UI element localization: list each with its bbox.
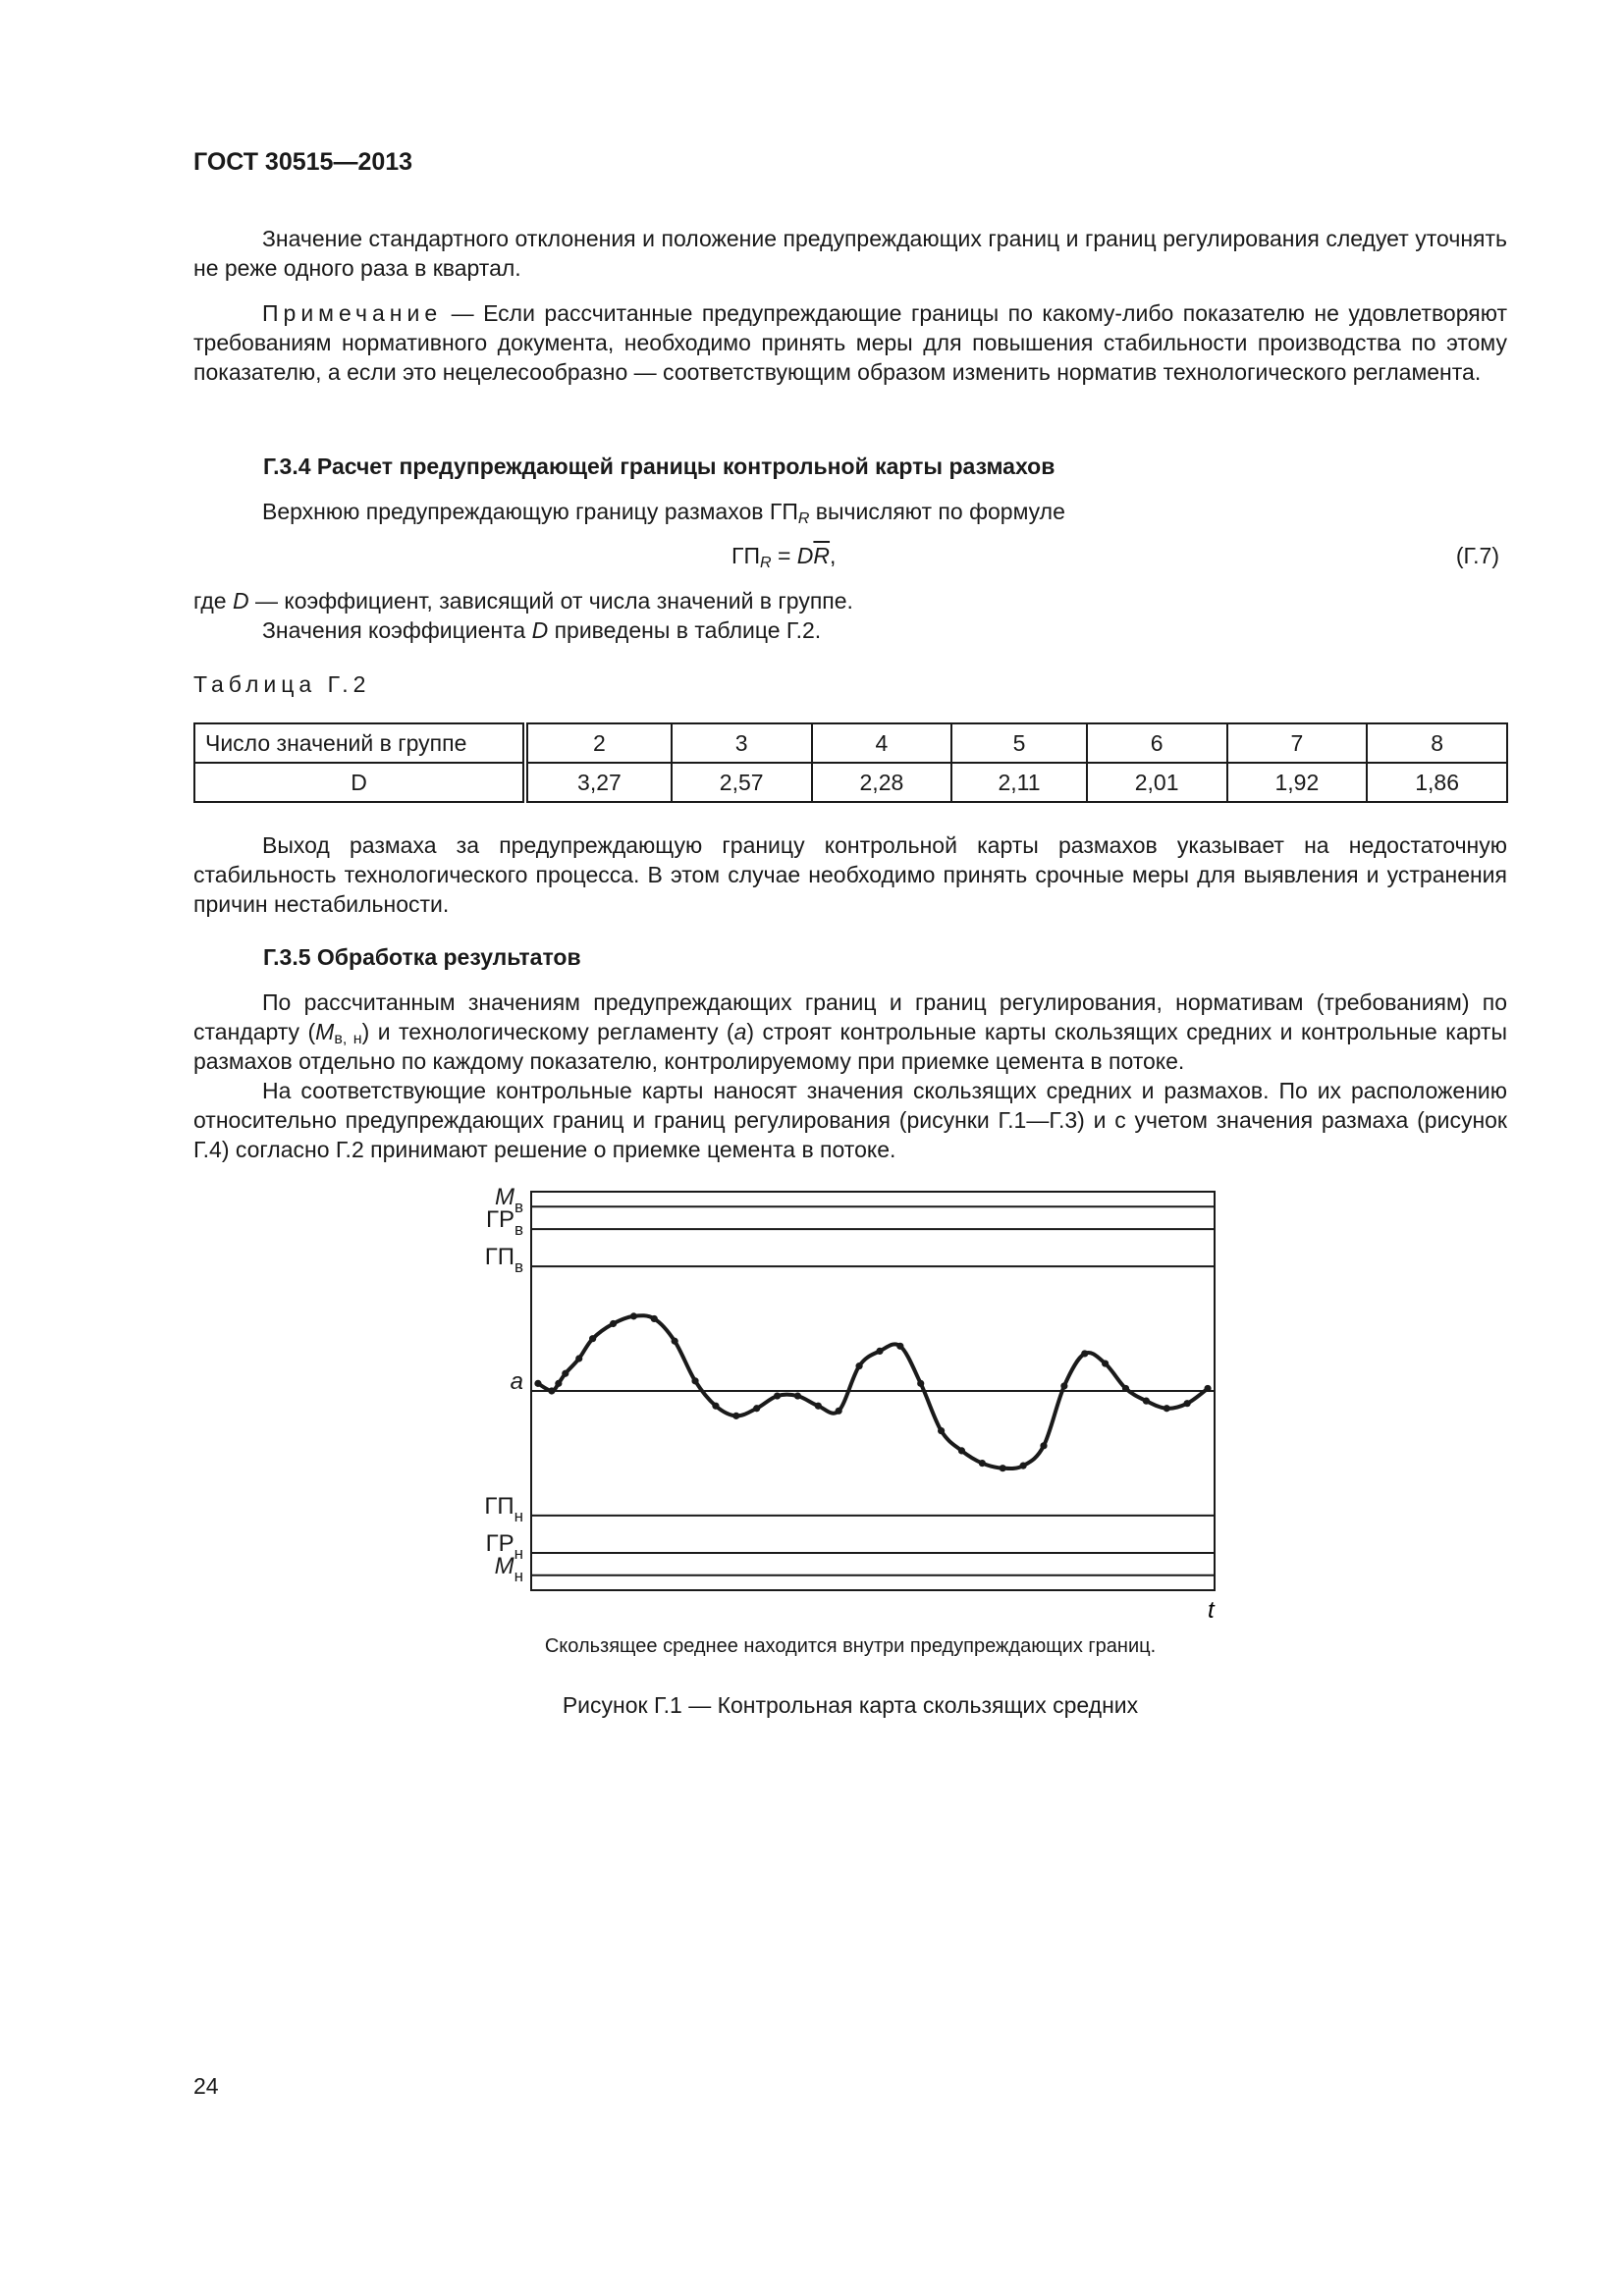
data-point (712, 1403, 719, 1410)
page-number: 24 (193, 2073, 219, 2099)
paragraph-std-deviation: Значение стандартного отклонения и положение предупреждающих границ и границ регулирования следует уточнять не реже одного раза в квартал. (193, 226, 1507, 281)
section-heading-g35: Г.3.5 Обработка результатов (263, 944, 581, 970)
table-cell: 4 (812, 723, 952, 763)
reference-line-label: $ГП_в$ (484, 1244, 523, 1277)
data-point (917, 1380, 924, 1387)
data-point (876, 1348, 883, 1355)
data-point (1081, 1350, 1088, 1357)
results-m-sub: в, н (334, 1031, 362, 1047)
reference-labels (484, 1186, 523, 1585)
table-cell: 5 (951, 723, 1087, 763)
x-axis-label: t (1208, 1597, 1215, 1624)
reference-line-label: $M_в$ (494, 1186, 523, 1217)
paragraph-results-processing (193, 988, 1507, 1076)
table-cell: 2 (525, 723, 672, 763)
figure-subtitle: Скользящее среднее находится внутри предупреждающих границ. (544, 1635, 1157, 1657)
formula-g7 (731, 541, 836, 570)
data-point (555, 1380, 562, 1387)
data-point (534, 1380, 541, 1387)
table-cell: 7 (1227, 723, 1368, 763)
formula-eq: = (771, 543, 797, 568)
data-point (1184, 1400, 1191, 1407)
reference-line-label: a (510, 1368, 523, 1395)
reference-line-label: $M_н$ (494, 1552, 523, 1585)
formula-intro-sub: R (797, 510, 810, 527)
moving-average-line (538, 1315, 1208, 1468)
table-cell: 2,28 (812, 763, 952, 802)
formula-rbar: $\overline{R}$ (813, 543, 831, 568)
table-cell: 3 (672, 723, 812, 763)
values-prefix: Значения коэффициента (262, 617, 532, 643)
table-cell: 2,01 (1087, 763, 1227, 802)
where-d: D (232, 588, 249, 614)
table-cell-header: D (194, 763, 525, 802)
results-text-1: По рассчитанным значениям предупреждающих границ и границ регулирования, нормативам (требованиям) по стандарту ( (193, 989, 1507, 1044)
paragraph-formula-intro (193, 497, 1507, 526)
table-cell: 2,11 (951, 763, 1087, 802)
section-heading-g34: Г.3.4 Расчет предупреждающей границы контрольной карты размахов (263, 454, 1056, 479)
table-cell-header: Число значений в группе (194, 723, 525, 763)
document-code: ГОСТ 30515—2013 (193, 148, 413, 176)
table-cell: 1,92 (1227, 763, 1368, 802)
data-point (836, 1408, 842, 1415)
formula-d: D (796, 543, 814, 568)
values-text: приведены в таблице Г.2. (548, 617, 822, 643)
data-point (1164, 1405, 1170, 1412)
data-point (732, 1413, 739, 1419)
data-point (815, 1403, 822, 1410)
data-point (1000, 1465, 1006, 1471)
control-chart-figure (461, 1186, 1227, 1626)
data-point (855, 1362, 862, 1369)
table-cell: 2,57 (672, 763, 812, 802)
results-text-2: ) и технологическому регламенту ( (361, 1019, 734, 1044)
data-point (1102, 1360, 1109, 1366)
data-point (548, 1387, 555, 1394)
paragraph-plotting: На соответствующие контрольные карты наносят значения скользящих средних и размахов. По их расположению относительно предупреждающих границ и границ регулирования (рисунки Г.1—Г.3) и с учетом значения размаха (рисунок Г.4) согласно Г.2 принимают решение о приемке цемента в потоке. (193, 1078, 1507, 1162)
note-text: — Если рассчитанные предупреждающие границы по какому-либо показателю не удовлетворяют требованиям нормативного документа, необходимо принять меры для повышения стабильности производства по этому показателю, а если это нецелесообразно — соответствующим образом изменить норматив технологического регламента. (193, 300, 1507, 385)
data-point (753, 1405, 760, 1412)
note-label: Примечание (262, 300, 443, 326)
data-point (794, 1392, 801, 1399)
table-row-d-values (194, 763, 1507, 802)
table-cell: 3,27 (525, 763, 672, 802)
reference-lines (531, 1206, 1215, 1575)
data-point (774, 1392, 781, 1399)
where-text: — коэффициент, зависящий от числа значений в группе. (248, 588, 853, 614)
table-cell: 8 (1367, 723, 1507, 763)
results-m: M (315, 1019, 335, 1044)
data-point (958, 1447, 965, 1454)
figure-caption: Рисунок Г.1 — Контрольная карта скользящих средних (562, 1692, 1139, 1718)
table-cell: 6 (1087, 723, 1227, 763)
data-point (630, 1312, 637, 1319)
values-d: D (531, 617, 549, 643)
note-paragraph (193, 298, 1507, 387)
formula-intro-tail: вычисляют по формуле (809, 499, 1065, 524)
results-text-3: ) строят контрольные карты скользящих средних и контрольные карты размахов отдельно по каждому показателю, контролируемому при приемке цемента в потоке. (193, 1019, 1507, 1074)
results-a: a (733, 1019, 747, 1044)
table-label: Таблица Г.2 (193, 671, 371, 697)
data-point (1060, 1382, 1067, 1389)
formula-comma: , (830, 543, 837, 568)
data-point (1122, 1385, 1129, 1392)
where-prefix: где (193, 588, 233, 614)
data-point (1020, 1463, 1027, 1469)
reference-line-label: $ГП_н$ (484, 1492, 523, 1525)
data-point (896, 1343, 903, 1350)
formula-intro-text: Верхнюю предупреждающую границу размахов ГП (262, 499, 798, 524)
data-point (575, 1355, 582, 1362)
reference-line-label: $ГР_н$ (485, 1529, 523, 1563)
formula-lhs-sub: R (760, 555, 772, 571)
data-point (1204, 1385, 1211, 1392)
data-point (610, 1320, 617, 1327)
data-point (1040, 1442, 1047, 1449)
table-g2 (193, 722, 1508, 803)
moving-average-points (534, 1312, 1211, 1471)
reference-line-label: $ГР_в$ (485, 1206, 523, 1240)
where-line (193, 586, 1507, 615)
values-line (193, 615, 1507, 645)
data-point (589, 1335, 596, 1342)
formula-number: (Г.7) (1455, 543, 1499, 568)
data-point (651, 1315, 658, 1322)
control-chart (461, 1186, 1227, 1626)
formula-lhs: ГП (731, 543, 760, 568)
data-point (672, 1338, 678, 1345)
formula-row (193, 541, 1507, 574)
data-point (1143, 1398, 1150, 1405)
table-cell: 1,86 (1367, 763, 1507, 802)
data-point (979, 1460, 986, 1467)
data-point (562, 1370, 568, 1377)
paragraph-range-exceed: Выход размаха за предупреждающую границу контрольной карты размахов указывает на недостаточную стабильность технологического процесса. В этом случае необходимо принять срочные меры для выявления и устранения причин нестабильности. (193, 832, 1507, 917)
table-row-group-count (194, 723, 1507, 763)
data-point (691, 1377, 698, 1384)
data-point (938, 1427, 945, 1434)
